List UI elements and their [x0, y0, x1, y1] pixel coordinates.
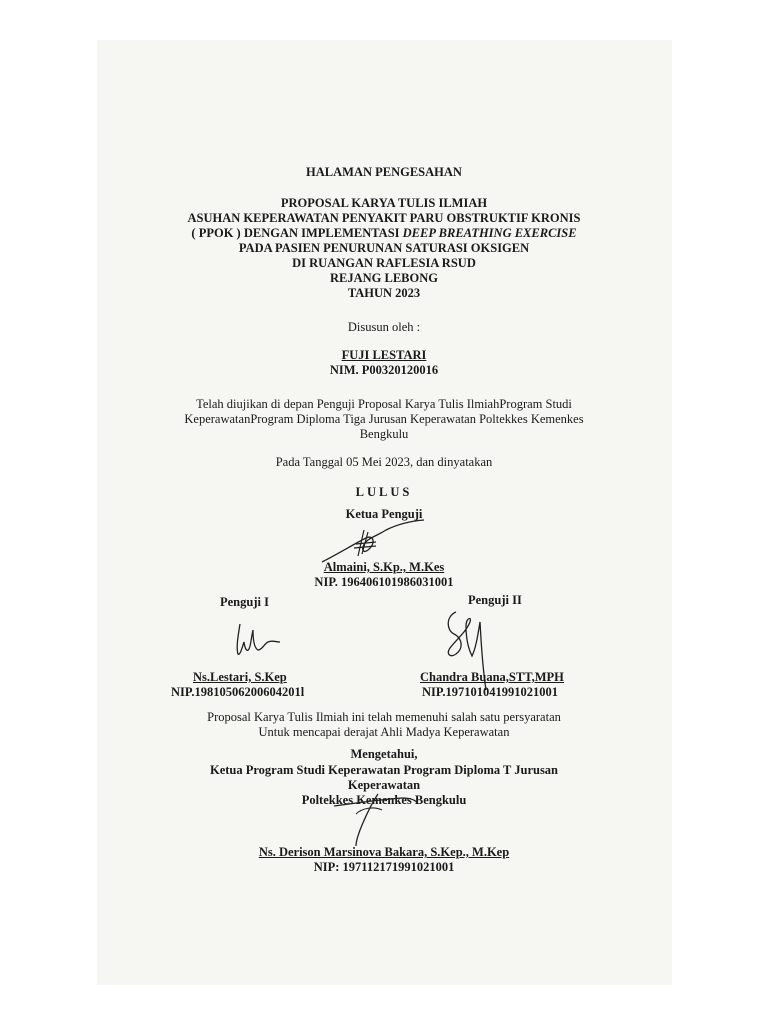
proposal-title-line-2-prefix: ( PPOK ) DENGAN IMPLEMENTASI [191, 226, 400, 240]
approval-nip: NIP: 197112171991021001 [313, 860, 455, 874]
ketua-penguji-nip: NIP. 196406101986031001 [314, 575, 454, 589]
exam-date-line: Pada Tanggal 05 Mei 2023, dan dinyatakan [275, 455, 493, 469]
author-nim: NIM. P00320120016 [329, 363, 439, 377]
proposal-title-line-2 [0, 226, 768, 240]
penguji-1-nip: NIP.19810506200604201l [171, 685, 305, 699]
page-title: HALAMAN PENGESAHAN [306, 165, 462, 179]
approval-signature [330, 790, 420, 850]
penguji-1-role: Penguji I [220, 595, 269, 609]
approval-line-3: Poltekkes Kemenkes Bengkulu [301, 793, 467, 807]
penguji-2-role: Penguji II [468, 593, 522, 607]
penguji-2-name: Chandra Buana,STT,MPH [420, 670, 564, 684]
author-name: FUJI LESTARI [341, 348, 427, 362]
approval-line-2: Keperawatan [347, 778, 421, 792]
approval-line-1: Ketua Program Studi Keperawatan Program Diploma T Jurusan [209, 763, 559, 777]
proposal-title-line-2-italic: DEEP BREATHING EXERCISE [402, 226, 577, 240]
proposal-title-line-5: REJANG LEBONG [329, 271, 438, 285]
requirement-line-2: Untuk mencapai derajat Ahli Madya Keperawatan [258, 725, 510, 739]
exam-result: LULUS [355, 485, 413, 499]
proposal-title-line-1: ASUHAN KEPERAWATAN PENYAKIT PARU OBSTRUKTIF KRONIS [187, 211, 581, 225]
penguji-1-signature [232, 620, 282, 660]
author-intro: Disusun oleh : [347, 320, 421, 334]
ketua-penguji-name: Almaini, S.Kp., M.Kes [323, 560, 445, 574]
proposal-title-line-4: DI RUANGAN RAFLESIA RSUD [292, 256, 476, 270]
penguji-2-nip: NIP.197101041991021001 [422, 685, 559, 699]
exam-statement-line-3: Bengkulu [359, 427, 409, 441]
ketua-penguji-role: Ketua Penguji [345, 507, 423, 521]
approval-heading: Mengetahui, [350, 747, 418, 761]
exam-statement-line-2: KeperawatanProgram Diploma Tiga Jurusan Keperawatan Poltekkes Kemenkes [184, 412, 584, 426]
exam-statement-line-1: Telah diujikan di depan Penguji Proposal Karya Tulis IlmiahProgram Studi [196, 397, 572, 411]
proposal-type: PROPOSAL KARYA TULIS ILMIAH [280, 196, 488, 210]
approval-name: Ns. Derison Marsinova Bakara, S.Kep., M.Kep [258, 845, 510, 859]
proposal-title-line-3: PADA PASIEN PENURUNAN SATURASI OKSIGEN [238, 241, 530, 255]
proposal-year: TAHUN 2023 [347, 286, 421, 300]
penguji-1-name: Ns.Lestari, S.Kep [193, 670, 287, 684]
requirement-line-1: Proposal Karya Tulis Ilmiah ini telah memenuhi salah satu persyaratan [207, 710, 561, 724]
